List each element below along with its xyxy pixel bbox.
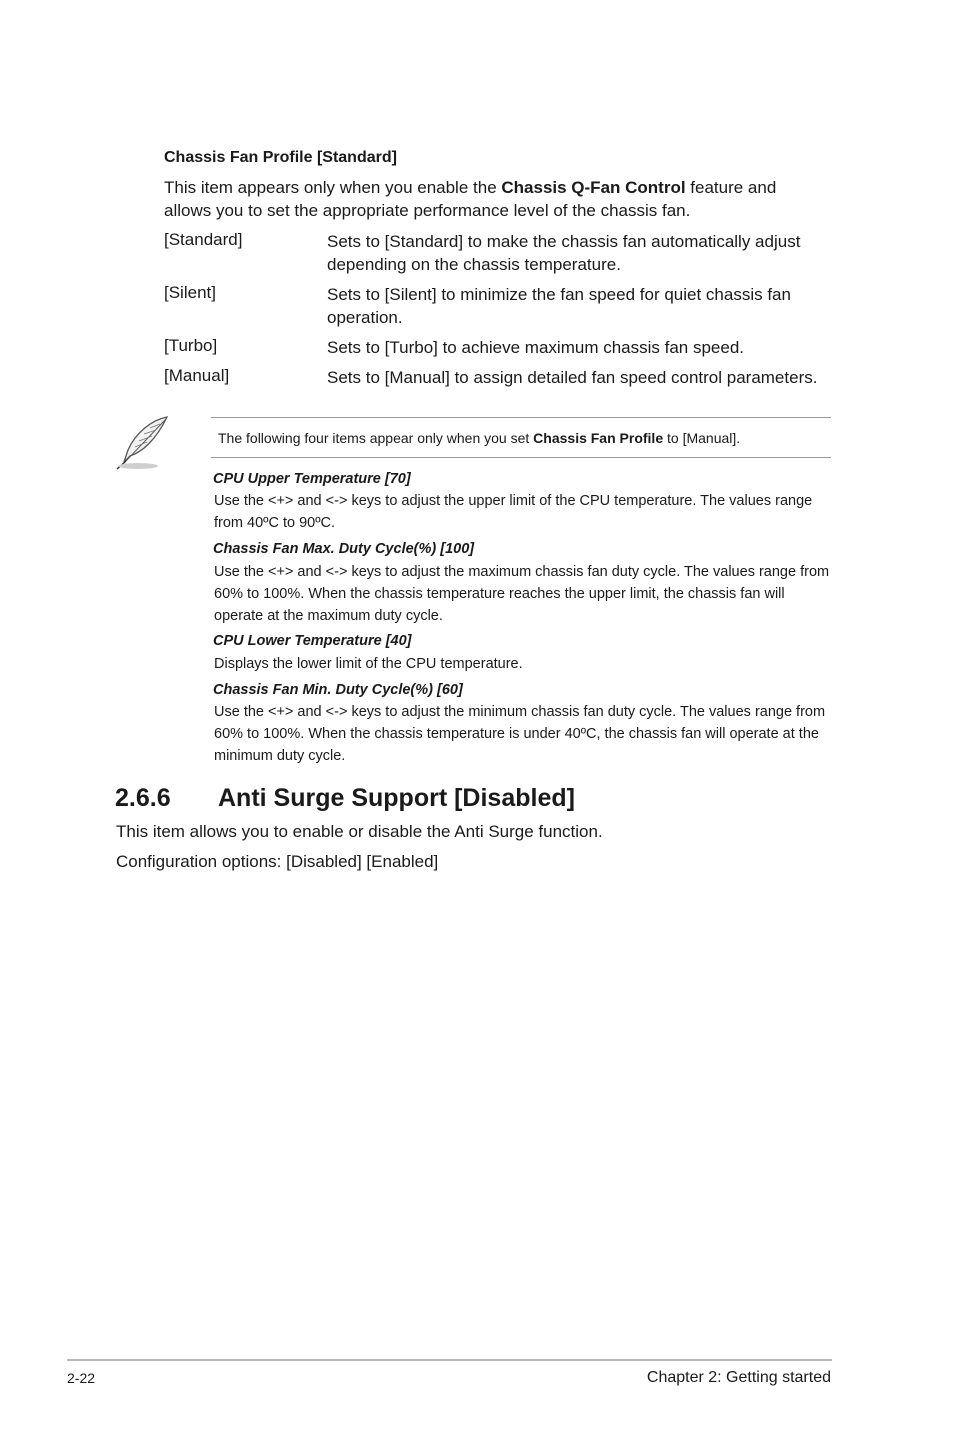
option-desc: Sets to [Standard] to make the chassis fan automatically adjust depending on the chassis temperature. xyxy=(327,232,801,274)
note-bottom-rule xyxy=(211,457,831,458)
intro-paragraph xyxy=(164,176,814,222)
page-number: 2-22 xyxy=(67,1370,96,1386)
item-heading: Chassis Fan Profile [Standard] xyxy=(164,149,397,166)
section-paragraph: This item allows you to enable or disable the Anti Surge function. xyxy=(116,822,603,841)
subitem-body: Use the <+> and <-> keys to adjust the upper limit of the CPU temperature. The values range from 40ºC to 90ºC. xyxy=(214,493,813,531)
note-text-before: The following four items appear only when you set xyxy=(218,430,534,446)
subitem-title: Chassis Fan Min. Duty Cycle(%) [60] xyxy=(213,682,463,698)
feather-pen-icon xyxy=(112,414,174,472)
option-desc: Sets to [Turbo] to achieve maximum chassis fan speed. xyxy=(327,338,745,357)
footer-rule xyxy=(67,1359,832,1361)
subitem-title: CPU Lower Temperature [40] xyxy=(213,633,412,649)
subitem-title: CPU Upper Temperature [70] xyxy=(213,471,411,487)
intro-text-after: feature and allows you to set the appropriate performance level of the chassis fan. xyxy=(164,178,777,220)
note-text-bold: Chassis Fan Profile xyxy=(533,430,664,446)
subitem-body: Use the <+> and <-> keys to adjust the minimum chassis fan duty cycle. The values range from 60% to 100%. When the chassis temperature is under 40ºC, the chassis fan will operate at the minimum duty cycle. xyxy=(214,704,826,764)
option-desc: Sets to [Manual] to assign detailed fan speed control parameters. xyxy=(327,368,818,387)
subitem-title: Chassis Fan Max. Duty Cycle(%) [100] xyxy=(213,541,475,557)
subitem-body: Displays the lower limit of the CPU temperature. xyxy=(214,656,523,672)
section-title: Anti Surge Support [Disabled] xyxy=(218,784,575,812)
option-key: [Silent] xyxy=(164,283,216,302)
intro-text-bold: Chassis Q-Fan Control xyxy=(501,178,686,197)
note-text-after: to [Manual]. xyxy=(663,430,741,446)
option-key: [Turbo] xyxy=(164,336,218,355)
option-key: [Manual] xyxy=(164,366,230,385)
section-number: 2.6.6 xyxy=(115,784,171,812)
chapter-label: Chapter 2: Getting started xyxy=(646,1369,831,1386)
intro-text-before: This item appears only when you enable the xyxy=(164,178,502,197)
config-options: Configuration options: [Disabled] [Enabled] xyxy=(116,852,439,871)
option-key: [Standard] xyxy=(164,230,243,249)
note-text xyxy=(218,430,740,446)
note-top-rule xyxy=(211,417,831,418)
option-desc: Sets to [Silent] to minimize the fan speed for quiet chassis fan operation. xyxy=(327,285,791,327)
subitem-body: Use the <+> and <-> keys to adjust the maximum chassis fan duty cycle. The values range from 60% to 100%. When the chassis temperature reaches the upper limit, the chassis fan will operate at the maximum duty cycle. xyxy=(214,564,830,624)
